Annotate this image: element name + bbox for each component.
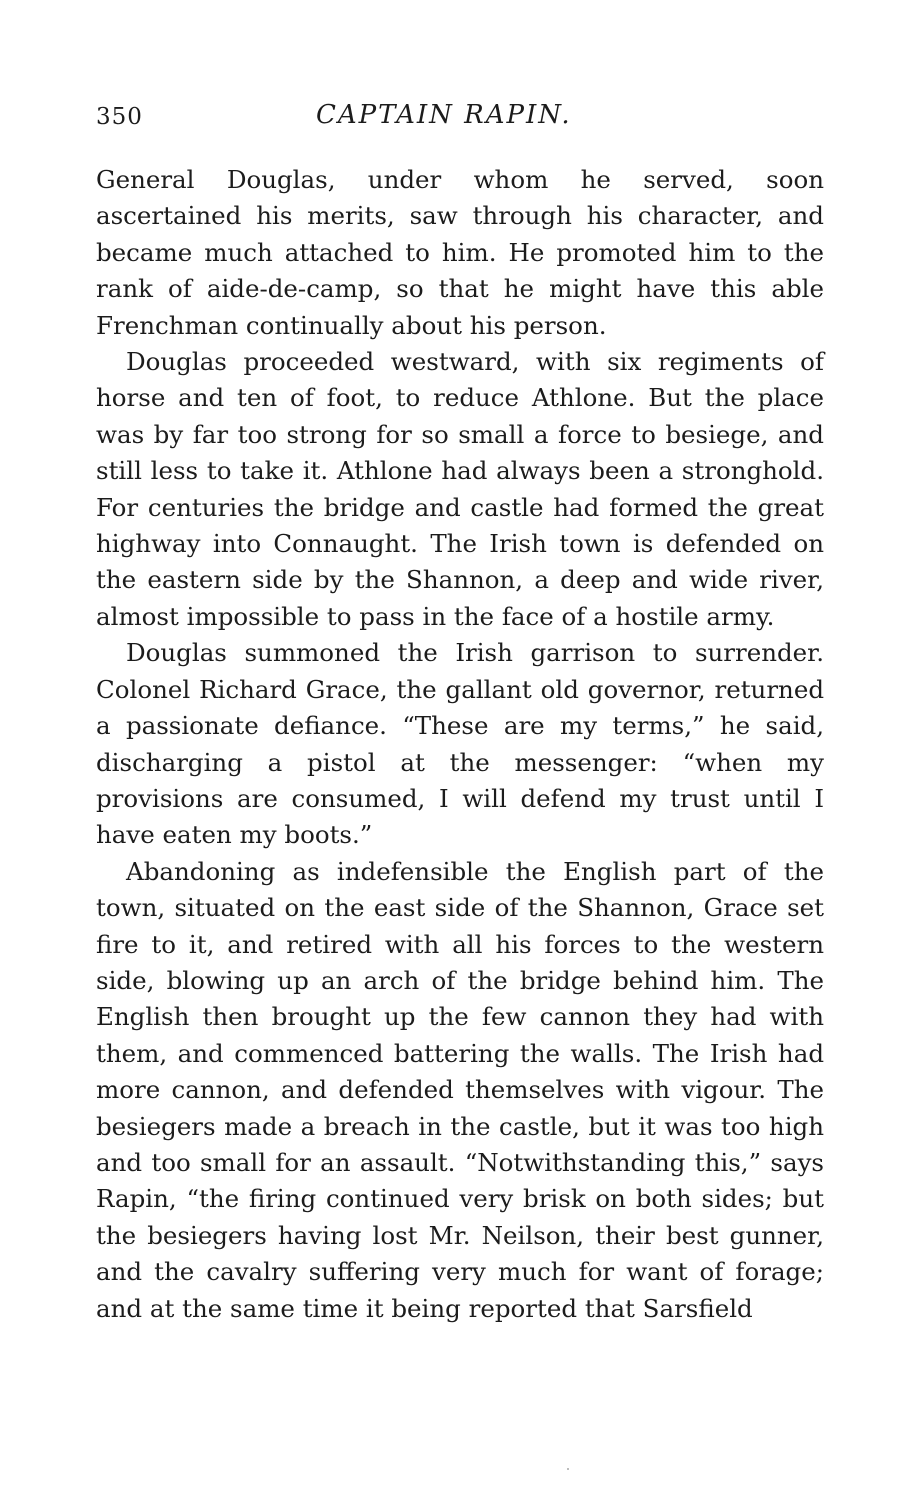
paragraph: General Douglas, under whom he served, soon ascertained his merits, saw through his character, and became much attached to him. He promoted him to the rank of aide-de-camp, so that he might have this able Frenchman continually about his person. [96,165,824,340]
body-text [96,162,824,1327]
paragraph: Douglas proceeded westward, with six regiments of horse and ten of foot, to reduce Athlone. But the place was by far too strong for so small a force to besiege, and still less to take it. Athlone had always been a stronghold. For centuries the bridge and castle had formed the great highway into Connaught. The Irish town is defended on the eastern side by the Shannon, a deep and wide river, almost impossible to pass in the face of a hostile army. [96,347,824,631]
paragraph: Abandoning as indefensible the English part of the town, situated on the east side of the Shannon, Grace set fire to it, and retired with all his forces to the western side, blowing up an arch of the bridge behind him. The English then brought up the few cannon they had with them, and commenced battering the walls. The Irish had more cannon, and defended themselves with vigour. The besiegers made a breach in the castle, but it was too high and too small for an assault. “Notwithstanding this,” says Rapin, “the firing continued very brisk on both sides; but the besiegers having lost Mr. Neilson, their best gunner, and the cavalry suffering very much for want of forage; and at the same time it being reported that Sarsfield [96,856,824,1323]
running-title: CAPTAIN RAPIN. [316,100,572,130]
running-head [96,100,828,142]
paragraph: Douglas summoned the Irish garrison to surrender. Colonel Richard Grace, the gallant old governor, returned a passionate defiance. “These are my terms,” he said, discharging a pistol at the messenger: “when my provisions are consumed, I will defend my trust until I have eaten my boots.” [96,638,824,850]
paper-speck [567,1468,569,1470]
page-number: 350 [96,104,143,130]
